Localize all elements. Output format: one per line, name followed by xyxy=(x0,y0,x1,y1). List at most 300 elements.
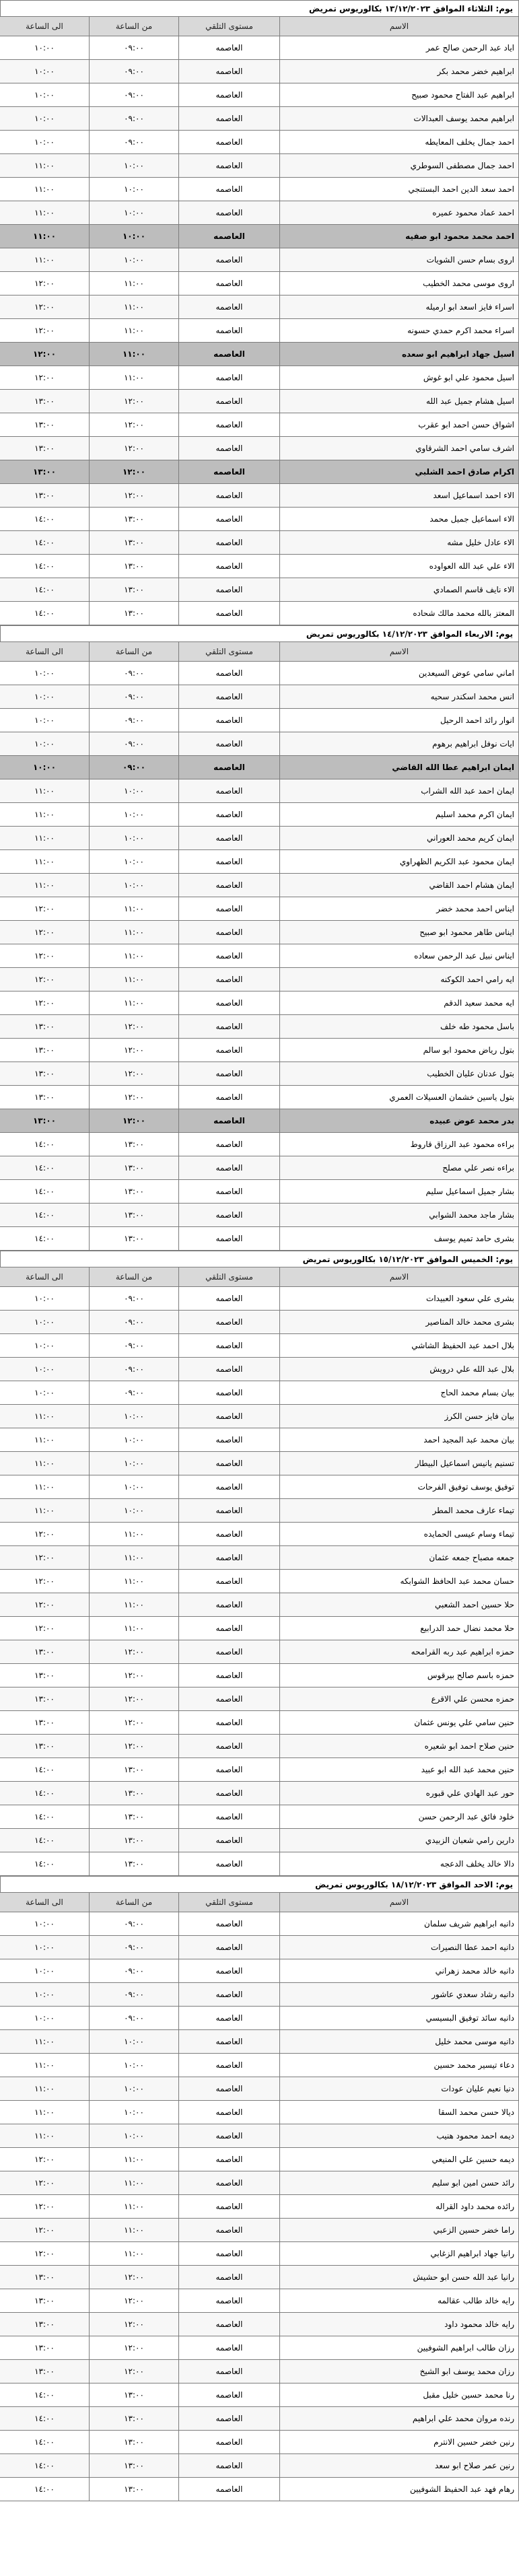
level-cell: العاصمه xyxy=(179,2407,280,2431)
time-to-cell: ١٤:٠٠ xyxy=(0,1156,90,1180)
student-name-cell: اكرام صادق احمد الشلبي xyxy=(280,460,519,484)
table-row xyxy=(0,2054,519,2077)
table-row xyxy=(0,1428,519,1452)
time-from-cell: ١٣:٠٠ xyxy=(90,1805,179,1829)
level-cell: العاصمه xyxy=(179,2383,280,2407)
level-cell: العاصمه xyxy=(179,1936,280,1959)
student-name-cell: ديمه احمد محمود هنيب xyxy=(280,2124,519,2148)
level-cell: العاصمه xyxy=(179,1735,280,1758)
time-to-cell: ١٢:٠٠ xyxy=(0,921,90,944)
time-from-cell: ١٣:٠٠ xyxy=(90,602,179,625)
level-cell: العاصمه xyxy=(179,827,280,850)
student-name-cell: انوار رائد احمد الرحيل xyxy=(280,709,519,732)
student-name-cell: احمد محمد محمود ابو صفيه xyxy=(280,225,519,248)
student-name-cell: حمزه ابراهيم عبد ربه القرامحه xyxy=(280,1640,519,1664)
time-to-cell: ١٣:٠٠ xyxy=(0,413,90,437)
level-cell: العاصمه xyxy=(179,2007,280,2030)
time-from-cell: ٠٩:٠٠ xyxy=(90,2007,179,2030)
table-row xyxy=(0,343,519,366)
header-to: الى الساعة xyxy=(0,642,90,662)
level-cell: العاصمه xyxy=(179,1852,280,1876)
table-row xyxy=(0,2407,519,2431)
table-row xyxy=(0,1711,519,1735)
level-cell: العاصمه xyxy=(179,1523,280,1546)
time-to-cell: ١١:٠٠ xyxy=(0,1405,90,1428)
student-name-cell: احمد جمال يخلف المعايطه xyxy=(280,131,519,154)
student-name-cell: حنين محمد عبد الله ابو عبيد xyxy=(280,1758,519,1782)
table-row xyxy=(0,2454,519,2478)
time-to-cell: ١١:٠٠ xyxy=(0,803,90,827)
student-name-cell: رهام فهد عبد الحفيظ الشوفيين xyxy=(280,2478,519,2501)
table-row xyxy=(0,319,519,343)
student-name-cell: ايات نوفل ابراهيم برهوم xyxy=(280,732,519,756)
level-cell: العاصمه xyxy=(179,944,280,968)
time-to-cell: ١٢:٠٠ xyxy=(0,1523,90,1546)
table-row xyxy=(0,295,519,319)
level-cell: العاصمه xyxy=(179,756,280,779)
table-row xyxy=(0,2242,519,2266)
time-to-cell: ١٤:٠٠ xyxy=(0,1204,90,1227)
level-cell: العاصمه xyxy=(179,1428,280,1452)
table-row xyxy=(0,1156,519,1180)
level-cell: العاصمه xyxy=(179,578,280,602)
time-to-cell: ١٢:٠٠ xyxy=(0,366,90,390)
level-cell: العاصمه xyxy=(179,1227,280,1251)
time-to-cell: ١٠:٠٠ xyxy=(0,1287,90,1311)
level-cell: العاصمه xyxy=(179,2336,280,2360)
student-name-cell: بشرى محمد خالد المناصير xyxy=(280,1311,519,1334)
time-to-cell: ١٠:٠٠ xyxy=(0,1936,90,1959)
table-row xyxy=(0,1687,519,1711)
table-row xyxy=(0,1983,519,2007)
level-cell: العاصمه xyxy=(179,1617,280,1640)
time-from-cell: ١٢:٠٠ xyxy=(90,1039,179,1062)
table-row xyxy=(0,1062,519,1086)
time-to-cell: ١٠:٠٠ xyxy=(0,732,90,756)
table-row xyxy=(0,1805,519,1829)
time-from-cell: ١٠:٠٠ xyxy=(90,2101,179,2124)
header-name: الاسم xyxy=(280,1893,519,1912)
level-cell: العاصمه xyxy=(179,732,280,756)
table-row xyxy=(0,921,519,944)
student-name-cell: بشار جميل اسماعيل سليم xyxy=(280,1180,519,1204)
level-cell: العاصمه xyxy=(179,484,280,508)
student-name-cell: ديالا حسن محمد السقا xyxy=(280,2101,519,2124)
level-cell: العاصمه xyxy=(179,154,280,178)
level-cell: العاصمه xyxy=(179,1546,280,1570)
time-to-cell: ١٣:٠٠ xyxy=(0,390,90,413)
header-name: الاسم xyxy=(280,642,519,662)
level-cell: العاصمه xyxy=(179,343,280,366)
table-row xyxy=(0,225,519,248)
student-name-cell: ايمان محمود عبد الكريم الظهراوي xyxy=(280,850,519,874)
header-level: مستوى التلقي xyxy=(179,642,280,662)
level-cell: العاصمه xyxy=(179,60,280,83)
time-to-cell: ١٢:٠٠ xyxy=(0,1617,90,1640)
table-row xyxy=(0,2171,519,2195)
level-cell: العاصمه xyxy=(179,2478,280,2501)
table-row xyxy=(0,685,519,709)
time-from-cell: ٠٩:٠٠ xyxy=(90,1959,179,1983)
student-name-cell: رزان طالب ابراهيم الشوفيين xyxy=(280,2336,519,2360)
time-to-cell: ١١:٠٠ xyxy=(0,1499,90,1523)
header-from: من الساعة xyxy=(90,17,179,36)
time-from-cell: ١٣:٠٠ xyxy=(90,531,179,555)
student-name-cell: دانيه سائد توفيق البسيسي xyxy=(280,2007,519,2030)
level-cell: العاصمه xyxy=(179,555,280,578)
time-to-cell: ١١:٠٠ xyxy=(0,154,90,178)
table-row xyxy=(0,1735,519,1758)
time-from-cell: ١٢:٠٠ xyxy=(90,1687,179,1711)
level-cell: العاصمه xyxy=(179,850,280,874)
time-from-cell: ١٣:٠٠ xyxy=(90,1204,179,1227)
time-from-cell: ١٣:٠٠ xyxy=(90,555,179,578)
table-row xyxy=(0,83,519,107)
level-cell: العاصمه xyxy=(179,2454,280,2478)
time-from-cell: ١٣:٠٠ xyxy=(90,1133,179,1156)
time-from-cell: ٠٩:٠٠ xyxy=(90,83,179,107)
student-name-cell: ايمان احمد عبد الله الشراب xyxy=(280,779,519,803)
table-row xyxy=(0,1015,519,1039)
time-to-cell: ١٢:٠٠ xyxy=(0,1546,90,1570)
level-cell: العاصمه xyxy=(179,460,280,484)
student-name-cell: رنده مروان محمد علي ابراهيم xyxy=(280,2407,519,2431)
student-name-cell: بيان فايز حسن الكرز xyxy=(280,1405,519,1428)
header-row xyxy=(0,1267,519,1287)
student-name-cell: بشرى حامد تميم يوسف xyxy=(280,1227,519,1251)
table-row xyxy=(0,1109,519,1133)
day-block xyxy=(0,625,519,1251)
student-name-cell: راما خضر حسين الزعبي xyxy=(280,2219,519,2242)
time-to-cell: ١٣:٠٠ xyxy=(0,1735,90,1758)
time-from-cell: ١٢:٠٠ xyxy=(90,1640,179,1664)
student-name-cell: براءه محمود عبد الرزاق قاروط xyxy=(280,1133,519,1156)
time-to-cell: ١٢:٠٠ xyxy=(0,944,90,968)
student-name-cell: رنا محمد حسين خليل مقبل xyxy=(280,2383,519,2407)
time-from-cell: ١٢:٠٠ xyxy=(90,2289,179,2313)
header-to: الى الساعة xyxy=(0,1893,90,1912)
level-cell: العاصمه xyxy=(179,366,280,390)
time-from-cell: ١١:٠٠ xyxy=(90,343,179,366)
student-name-cell: بتول ياسين خشمان العسيلات العمري xyxy=(280,1086,519,1109)
time-to-cell: ١٢:٠٠ xyxy=(0,991,90,1015)
time-to-cell: ١٣:٠٠ xyxy=(0,484,90,508)
table-row xyxy=(0,555,519,578)
table-row xyxy=(0,850,519,874)
time-from-cell: ٠٩:٠٠ xyxy=(90,662,179,685)
header-name: الاسم xyxy=(280,1267,519,1287)
level-cell: العاصمه xyxy=(179,709,280,732)
table-row xyxy=(0,413,519,437)
level-cell: العاصمه xyxy=(179,107,280,131)
time-from-cell: ١٣:٠٠ xyxy=(90,2478,179,2501)
time-to-cell: ١٣:٠٠ xyxy=(0,2266,90,2289)
student-name-cell: بتول عدنان عليان الخطيب xyxy=(280,1062,519,1086)
time-from-cell: ١٢:٠٠ xyxy=(90,1109,179,1133)
table-row xyxy=(0,1782,519,1805)
time-to-cell: ١٤:٠٠ xyxy=(0,2431,90,2454)
time-from-cell: ٠٩:٠٠ xyxy=(90,1912,179,1936)
student-name-cell: بيان محمد عبد المجيد احمد xyxy=(280,1428,519,1452)
level-cell: العاصمه xyxy=(179,272,280,295)
table-row xyxy=(0,968,519,991)
table-row xyxy=(0,531,519,555)
time-from-cell: ٠٩:٠٠ xyxy=(90,1936,179,1959)
time-to-cell: ١٢:٠٠ xyxy=(0,2195,90,2219)
time-to-cell: ١٠:٠٠ xyxy=(0,1381,90,1405)
student-name-cell: توفيق يوسف توفيق الفرحات xyxy=(280,1475,519,1499)
time-from-cell: ١٣:٠٠ xyxy=(90,2431,179,2454)
table-row xyxy=(0,1452,519,1475)
time-from-cell: ١٣:٠٠ xyxy=(90,578,179,602)
student-name-cell: انس محمد اسكندر سحيه xyxy=(280,685,519,709)
time-to-cell: ١٢:٠٠ xyxy=(0,897,90,921)
time-to-cell: ١٤:٠٠ xyxy=(0,1227,90,1251)
time-to-cell: ١٤:٠٠ xyxy=(0,602,90,625)
time-from-cell: ١١:٠٠ xyxy=(90,2148,179,2171)
student-name-cell: دعاء تيسير محمد حسين xyxy=(280,2054,519,2077)
table-row xyxy=(0,1936,519,1959)
time-to-cell: ١٠:٠٠ xyxy=(0,107,90,131)
day-block xyxy=(0,1876,519,2501)
time-to-cell: ١٣:٠٠ xyxy=(0,1687,90,1711)
header-name: الاسم xyxy=(280,17,519,36)
level-cell: العاصمه xyxy=(179,1758,280,1782)
level-cell: العاصمه xyxy=(179,1805,280,1829)
time-from-cell: ٠٩:٠٠ xyxy=(90,107,179,131)
level-cell: العاصمه xyxy=(179,1204,280,1227)
table-row xyxy=(0,1180,519,1204)
time-to-cell: ١١:٠٠ xyxy=(0,2101,90,2124)
table-row xyxy=(0,1640,519,1664)
level-cell: العاصمه xyxy=(179,1687,280,1711)
student-name-cell: بيان بسام محمد الحاج xyxy=(280,1381,519,1405)
header-row xyxy=(0,1893,519,1912)
table-row xyxy=(0,460,519,484)
student-name-cell: حنين صلاح احمد ابو شعيره xyxy=(280,1735,519,1758)
table-row xyxy=(0,779,519,803)
level-cell: العاصمه xyxy=(179,390,280,413)
level-cell: العاصمه xyxy=(179,1959,280,1983)
time-from-cell: ٠٩:٠٠ xyxy=(90,709,179,732)
time-to-cell: ١٢:٠٠ xyxy=(0,272,90,295)
level-cell: العاصمه xyxy=(179,2431,280,2454)
day-title: يوم: الاحد الموافق ١٨/١٢/٢٠٢٣ بكالوريوس تمريض xyxy=(0,1876,519,1892)
time-to-cell: ١٤:٠٠ xyxy=(0,2407,90,2431)
level-cell: العاصمه xyxy=(179,1405,280,1428)
level-cell: العاصمه xyxy=(179,2195,280,2219)
time-to-cell: ١١:٠٠ xyxy=(0,178,90,201)
time-to-cell: ١٢:٠٠ xyxy=(0,2148,90,2171)
student-name-cell: رانيا جهاد ابراهيم الزغابي xyxy=(280,2242,519,2266)
level-cell: العاصمه xyxy=(179,1475,280,1499)
student-name-cell: ايمان اكرم محمد اسليم xyxy=(280,803,519,827)
student-name-cell: ايمان هشام احمد القاضي xyxy=(280,874,519,897)
table-row xyxy=(0,366,519,390)
table-row xyxy=(0,2148,519,2171)
student-name-cell: ديمه حسين علي المنيعي xyxy=(280,2148,519,2171)
table-row xyxy=(0,2266,519,2289)
level-cell: العاصمه xyxy=(179,201,280,225)
time-from-cell: ١٠:٠٠ xyxy=(90,2077,179,2101)
level-cell: العاصمه xyxy=(179,1086,280,1109)
time-to-cell: ١١:٠٠ xyxy=(0,2124,90,2148)
time-from-cell: ١١:٠٠ xyxy=(90,1546,179,1570)
time-to-cell: ١٤:٠٠ xyxy=(0,1852,90,1876)
level-cell: العاصمه xyxy=(179,1180,280,1204)
time-to-cell: ١٤:٠٠ xyxy=(0,1758,90,1782)
table-row xyxy=(0,154,519,178)
table-row xyxy=(0,2289,519,2313)
time-from-cell: ١٢:٠٠ xyxy=(90,1735,179,1758)
time-to-cell: ١٠:٠٠ xyxy=(0,756,90,779)
time-to-cell: ١٣:٠٠ xyxy=(0,2313,90,2336)
table-row xyxy=(0,2124,519,2148)
level-cell: العاصمه xyxy=(179,803,280,827)
student-name-cell: دانيه خالد محمد زهراني xyxy=(280,1959,519,1983)
level-cell: العاصمه xyxy=(179,437,280,460)
time-to-cell: ١٤:٠٠ xyxy=(0,1180,90,1204)
time-from-cell: ١٠:٠٠ xyxy=(90,827,179,850)
time-to-cell: ١٢:٠٠ xyxy=(0,1570,90,1593)
time-from-cell: ١٠:٠٠ xyxy=(90,1452,179,1475)
student-name-cell: رنين خضر حسين الانترم xyxy=(280,2431,519,2454)
student-name-cell: ايمان كريم محمد العوراني xyxy=(280,827,519,850)
time-to-cell: ١١:٠٠ xyxy=(0,874,90,897)
student-name-cell: خلود فائق عبد الرحمن حسن xyxy=(280,1805,519,1829)
time-from-cell: ١٣:٠٠ xyxy=(90,1782,179,1805)
student-name-cell: تسنيم يانيس اسماعيل البيطار xyxy=(280,1452,519,1475)
time-from-cell: ٠٩:٠٠ xyxy=(90,732,179,756)
time-from-cell: ١١:٠٠ xyxy=(90,272,179,295)
day-block xyxy=(0,0,519,625)
time-to-cell: ١٢:٠٠ xyxy=(0,319,90,343)
student-name-cell: احمد سعد الدين احمد البستنجي xyxy=(280,178,519,201)
level-cell: العاصمه xyxy=(179,2054,280,2077)
student-name-cell: بدر محمد عوض عبيده xyxy=(280,1109,519,1133)
schedule-table xyxy=(0,641,519,1251)
table-row xyxy=(0,2101,519,2124)
level-cell: العاصمه xyxy=(179,897,280,921)
level-cell: العاصمه xyxy=(179,874,280,897)
time-from-cell: ١٢:٠٠ xyxy=(90,1711,179,1735)
table-row xyxy=(0,2431,519,2454)
student-name-cell: حنين سامي علي يونس عثمان xyxy=(280,1711,519,1735)
time-from-cell: ٠٩:٠٠ xyxy=(90,1311,179,1334)
day-title: يوم: الثلاثاء الموافق ١٣/١٢/٢٠٢٣ بكالوريوس تمريض xyxy=(0,0,519,16)
time-to-cell: ١٣:٠٠ xyxy=(0,1664,90,1687)
time-to-cell: ١١:٠٠ xyxy=(0,1428,90,1452)
time-to-cell: ١١:٠٠ xyxy=(0,2054,90,2077)
level-cell: العاصمه xyxy=(179,1570,280,1593)
table-row xyxy=(0,131,519,154)
time-from-cell: ١٠:٠٠ xyxy=(90,178,179,201)
time-from-cell: ١٣:٠٠ xyxy=(90,1758,179,1782)
time-to-cell: ١١:٠٠ xyxy=(0,225,90,248)
student-name-cell: حلا محمد نضال حمد الدرابيع xyxy=(280,1617,519,1640)
time-to-cell: ١٣:٠٠ xyxy=(0,1711,90,1735)
student-name-cell: رنين عمر صلاح ابو سعد xyxy=(280,2454,519,2478)
time-from-cell: ١١:٠٠ xyxy=(90,2171,179,2195)
schedule-table xyxy=(0,1267,519,1876)
table-row xyxy=(0,1133,519,1156)
level-cell: العاصمه xyxy=(179,662,280,685)
schedule-table xyxy=(0,1892,519,2501)
time-from-cell: ١٠:٠٠ xyxy=(90,225,179,248)
time-to-cell: ١١:٠٠ xyxy=(0,2030,90,2054)
time-from-cell: ١٢:٠٠ xyxy=(90,437,179,460)
time-from-cell: ١٢:٠٠ xyxy=(90,2336,179,2360)
student-name-cell: اشواق حسن احمد ابو عقرب xyxy=(280,413,519,437)
level-cell: العاصمه xyxy=(179,602,280,625)
student-name-cell: الاء عادل خليل مشه xyxy=(280,531,519,555)
level-cell: العاصمه xyxy=(179,131,280,154)
table-row xyxy=(0,2336,519,2360)
student-name-cell: ايه رامي احمد الكوكنه xyxy=(280,968,519,991)
level-cell: العاصمه xyxy=(179,2360,280,2383)
time-from-cell: ١٢:٠٠ xyxy=(90,390,179,413)
table-row xyxy=(0,1570,519,1593)
student-name-cell: ابراهيم محمد يوسف العبدالات xyxy=(280,107,519,131)
table-row xyxy=(0,1227,519,1251)
student-name-cell: اروى موسى محمد الخطيب xyxy=(280,272,519,295)
time-from-cell: ١٣:٠٠ xyxy=(90,1852,179,1876)
time-from-cell: ١٣:٠٠ xyxy=(90,1156,179,1180)
table-row xyxy=(0,1523,519,1546)
level-cell: العاصمه xyxy=(179,36,280,60)
time-from-cell: ١٠:٠٠ xyxy=(90,154,179,178)
time-from-cell: ١١:٠٠ xyxy=(90,295,179,319)
time-to-cell: ١٣:٠٠ xyxy=(0,460,90,484)
table-row xyxy=(0,2007,519,2030)
time-from-cell: ١٣:٠٠ xyxy=(90,2454,179,2478)
time-from-cell: ١٠:٠٠ xyxy=(90,2054,179,2077)
table-row xyxy=(0,201,519,225)
time-from-cell: ١١:٠٠ xyxy=(90,1617,179,1640)
level-cell: العاصمه xyxy=(179,2242,280,2266)
table-row xyxy=(0,1912,519,1936)
time-from-cell: ١٢:٠٠ xyxy=(90,413,179,437)
student-name-cell: دارين رامي شعبان الزبيدي xyxy=(280,1829,519,1852)
time-from-cell: ١٠:٠٠ xyxy=(90,779,179,803)
time-to-cell: ١١:٠٠ xyxy=(0,827,90,850)
time-to-cell: ١٣:٠٠ xyxy=(0,1039,90,1062)
level-cell: العاصمه xyxy=(179,1109,280,1133)
student-name-cell: ابراهيم عبد الفتاح محمود صبيح xyxy=(280,83,519,107)
table-row xyxy=(0,508,519,531)
student-name-cell: المعتز بالله محمد مالك شحاده xyxy=(280,602,519,625)
student-name-cell: بشار ماجد محمد الشوابي xyxy=(280,1204,519,1227)
level-cell: العاصمه xyxy=(179,1664,280,1687)
time-to-cell: ١٢:٠٠ xyxy=(0,1593,90,1617)
time-from-cell: ٠٩:٠٠ xyxy=(90,131,179,154)
time-to-cell: ١٢:٠٠ xyxy=(0,2219,90,2242)
student-name-cell: رايه خالد محمود داود xyxy=(280,2313,519,2336)
time-from-cell: ١٠:٠٠ xyxy=(90,1428,179,1452)
table-row xyxy=(0,1039,519,1062)
student-name-cell: الاء احمد اسماعيل اسعد xyxy=(280,484,519,508)
header-level: مستوى التلقي xyxy=(179,1267,280,1287)
table-row xyxy=(0,1593,519,1617)
student-name-cell: حمزه محسن علي الاقرع xyxy=(280,1687,519,1711)
level-cell: العاصمه xyxy=(179,968,280,991)
table-row xyxy=(0,1086,519,1109)
level-cell: العاصمه xyxy=(179,991,280,1015)
time-to-cell: ١٤:٠٠ xyxy=(0,2454,90,2478)
level-cell: العاصمه xyxy=(179,2289,280,2313)
time-to-cell: ١٠:٠٠ xyxy=(0,1912,90,1936)
level-cell: العاصمه xyxy=(179,1640,280,1664)
